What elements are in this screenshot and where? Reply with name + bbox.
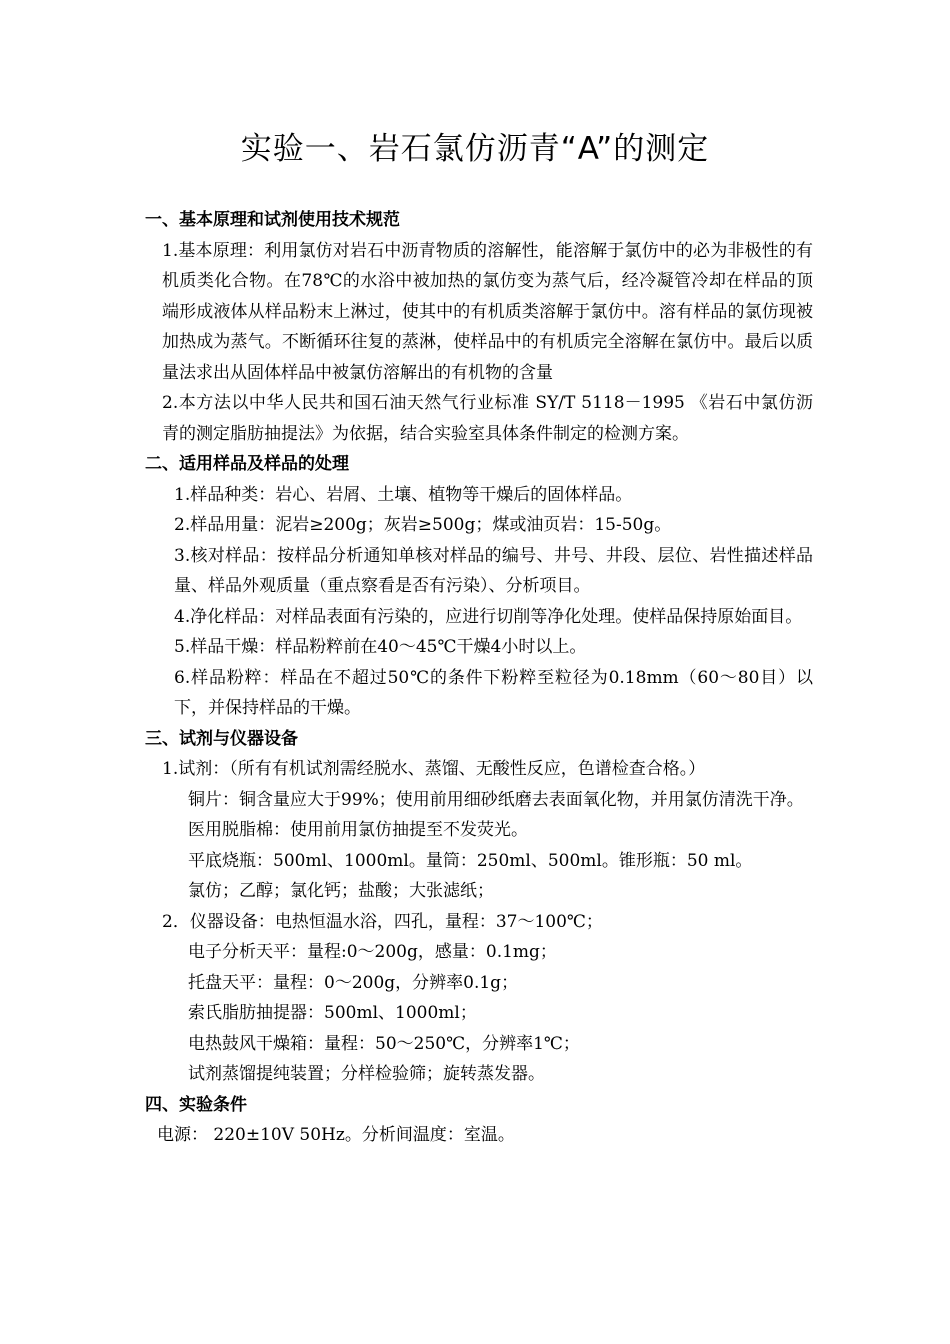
paragraph-sample-types: 1.样品种类：岩心、岩屑、土壤、植物等干燥后的固体样品。: [174, 484, 633, 505]
document-title: 实验一、岩石氯仿沥青“A”的测定: [240, 131, 710, 167]
paragraph-drying-oven: 电热鼓风干燥箱：量程：50～250℃，分辨率1℃；: [188, 1033, 580, 1054]
paragraph-copper-sheet: 铜片：铜含量应大于99%；使用前用细砂纸磨去表面氧化物，并用氯仿清洗干净。: [188, 789, 804, 810]
section-heading-conditions: 四、实验条件: [145, 1094, 247, 1115]
paragraph-other-equipment: 试剂蒸馏提纯装置；分样检验筛；旋转蒸发器。: [188, 1064, 545, 1084]
paragraph-sample-amount: 2.样品用量：泥岩≥200g；灰岩≥500g；煤或油页岩：15-50g。: [174, 515, 672, 535]
section-heading-samples: 二、适用样品及样品的处理: [145, 454, 349, 474]
paragraph-power-conditions: 电源： 220±10V 50Hz。分析间温度：室温。: [157, 1125, 515, 1145]
section-heading-reagents: 三、试剂与仪器设备: [145, 728, 298, 749]
paragraph-cotton: 医用脱脂棉：使用前用氯仿抽提至不发荧光。: [188, 820, 528, 840]
paragraph-tray-balance: 托盘天平：量程：0～200g，分辨率0.1g；: [188, 972, 519, 993]
paragraph-sample-check: 3.核对样品：按样品分析通知单核对样品的编号、井号、井段、层位、岩性描述样品量、样品外观质量（重点察看是否有污染）、分析项目。: [174, 545, 813, 596]
paragraph-chemicals: 氯仿；乙醇；氯化钙；盐酸；大张滤纸；: [188, 881, 494, 901]
paragraph-sample-cleaning: 4.净化样品：对样品表面有污染的，应进行切削等净化处理。使样品保持原始面目。: [174, 606, 803, 627]
paragraph-sample-grinding: 6.样品粉粹：样品在不超过50℃的条件下粉粹至粒径为0.18mm（60～80目）以下，并保持样品的干燥。: [174, 667, 813, 718]
paragraph-analytical-balance: 电子分析天平：量程:0～200g，感量：0.1mg；: [188, 942, 557, 962]
paragraph-glassware: 平底烧瓶：500ml、1000ml。量筒：250ml、500ml。锥形瓶：50 ml。: [188, 850, 753, 871]
paragraph-reagents: 1.试剂：（所有有机试剂需经脱水、蒸馏、无酸性反应，色谱检查合格。）: [162, 759, 706, 779]
paragraph-instruments: 2．仪器设备：电热恒温水浴，四孔，量程：37～100℃；: [162, 911, 603, 932]
paragraph-soxhlet-extractor: 索氏脂肪抽提器：500ml、1000ml；: [188, 1003, 477, 1023]
paragraph-sample-drying: 5.样品干燥：样品粉粹前在40～45℃干燥4小时以上。: [174, 637, 587, 657]
document-body: [145, 205, 813, 1151]
paragraph-basic-principle: 1.基本原理：利用氯仿对岩石中沥青物质的溶解性，能溶解于氯仿中的必为非极性的有机质类化合物。在78℃的水浴中被加热的氯仿变为蒸气后，经冷凝管冷却在样品的顶端形成液体从样品粉末上淋过，使其中的有机质类溶解于氯仿中。溶有样品的氯仿现被加热成为蒸气。不断循环往复的蒸淋，使样品中的有机质完全溶解在氯仿中。最后以质量法求出从固体样品中被氯仿溶解出的有机物的含量: [162, 240, 813, 383]
paragraph-standard-basis: 2.本方法以中华人民共和国石油天然气行业标准 SY/T 5118－1995 《岩石中氯仿沥青的测定脂肪抽提法》为依据，结合实验室具体条件制定的检测方案。: [162, 393, 813, 444]
section-heading-principles: 一、基本原理和试剂使用技术规范: [145, 210, 400, 230]
